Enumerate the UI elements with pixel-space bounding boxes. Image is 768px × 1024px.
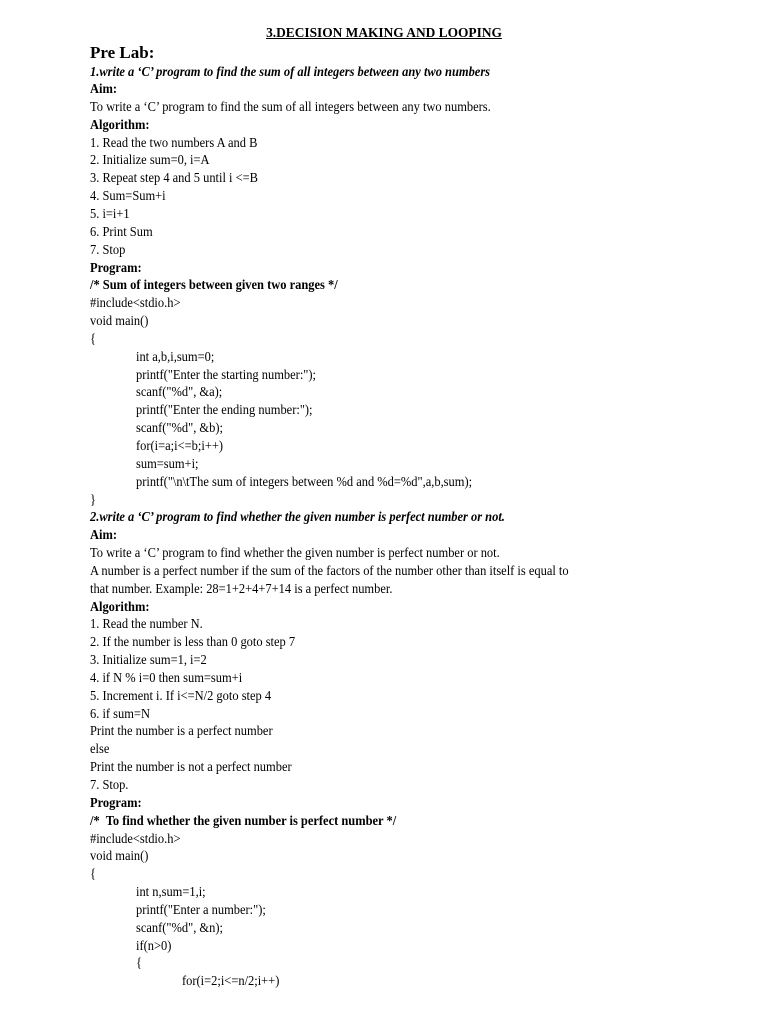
question-2-heading: 2.write a ‘C’ program to find whether the given number is perfect number or not. bbox=[90, 509, 505, 524]
code-line: #include<stdio.h> bbox=[90, 295, 181, 310]
algorithm-step: 3. Initialize sum=1, i=2 bbox=[90, 652, 207, 667]
code-line: for(i=a;i<=b;i++) bbox=[136, 438, 223, 453]
code-line: int n,sum=1,i; bbox=[136, 884, 206, 899]
algorithm-step: 4. if N % i=0 then sum=sum+i bbox=[90, 670, 243, 685]
algorithm-step: Print the number is not a perfect number bbox=[90, 759, 292, 774]
program-heading-1: Program: bbox=[90, 260, 142, 275]
algorithm-step: else bbox=[90, 741, 110, 756]
document-title: 3.DECISION MAKING AND LOOPING bbox=[266, 25, 502, 40]
algorithm-step: 7. Stop bbox=[90, 242, 126, 257]
algorithm-step: 2. If the number is less than 0 goto step 7 bbox=[90, 634, 296, 649]
code-comment: /* Sum of integers between given two ranges */ bbox=[90, 277, 338, 292]
code-line: for(i=2;i<=n/2;i++) bbox=[182, 973, 280, 988]
question-1-heading: 1.write a ‘C’ program to find the sum of all integers between any two numbers bbox=[90, 64, 491, 79]
algorithm-step: 2. Initialize sum=0, i=A bbox=[90, 152, 210, 167]
definition-text: A number is a perfect number if the sum of the factors of the number other than itself is equal to bbox=[90, 563, 569, 578]
algorithm-step: Print the number is a perfect number bbox=[90, 723, 273, 738]
code-line: printf("\n\tThe sum of integers between %d and %d=%d",a,b,sum); bbox=[136, 474, 473, 489]
code-line: { bbox=[136, 955, 142, 970]
algorithm-step: 5. Increment i. If i<=N/2 goto step 4 bbox=[90, 688, 272, 703]
code-line: printf("Enter a number:"); bbox=[136, 902, 266, 917]
code-line: { bbox=[90, 866, 96, 881]
algorithm-step: 6. if sum=N bbox=[90, 706, 150, 721]
algorithm-step: 3. Repeat step 4 and 5 until i <=B bbox=[90, 170, 258, 185]
algorithm-step: 1. Read the two numbers A and B bbox=[90, 135, 258, 150]
program-heading-2: Program: bbox=[90, 795, 142, 810]
code-line: if(n>0) bbox=[136, 938, 172, 953]
algorithm-step: 1. Read the number N. bbox=[90, 616, 203, 631]
prelab-heading: Pre Lab: bbox=[90, 43, 155, 62]
code-line: printf("Enter the starting number:"); bbox=[136, 367, 316, 382]
code-line: #include<stdio.h> bbox=[90, 831, 181, 846]
code-line: scanf("%d", &n); bbox=[136, 920, 223, 935]
algorithm-step: 7. Stop. bbox=[90, 777, 129, 792]
aim-text-1: To write a ‘C’ program to find the sum of all integers between any two numbers. bbox=[90, 99, 491, 114]
algorithm-heading-2: Algorithm: bbox=[90, 599, 150, 614]
algorithm-heading-1: Algorithm: bbox=[90, 117, 150, 132]
algorithm-step: 4. Sum=Sum+i bbox=[90, 188, 166, 203]
definition-text: that number. Example: 28=1+2+4+7+14 is a perfect number. bbox=[90, 581, 393, 596]
code-line: printf("Enter the ending number:"); bbox=[136, 402, 313, 417]
code-line: scanf("%d", &b); bbox=[136, 420, 223, 435]
code-line: } bbox=[90, 492, 96, 507]
aim-text-2: To write a ‘C’ program to find whether the given number is perfect number or not. bbox=[90, 545, 500, 560]
code-comment: /* To find whether the given number is perfect number */ bbox=[90, 813, 397, 828]
code-line: void main() bbox=[90, 848, 149, 863]
code-line: sum=sum+i; bbox=[136, 456, 199, 471]
code-line: scanf("%d", &a); bbox=[136, 384, 223, 399]
algorithm-step: 5. i=i+1 bbox=[90, 206, 130, 221]
algorithm-step: 6. Print Sum bbox=[90, 224, 153, 239]
code-line: { bbox=[90, 331, 96, 346]
code-line: void main() bbox=[90, 313, 149, 328]
aim-heading-2: Aim: bbox=[90, 527, 117, 542]
aim-heading-1: Aim: bbox=[90, 81, 117, 96]
code-line: int a,b,i,sum=0; bbox=[136, 349, 215, 364]
